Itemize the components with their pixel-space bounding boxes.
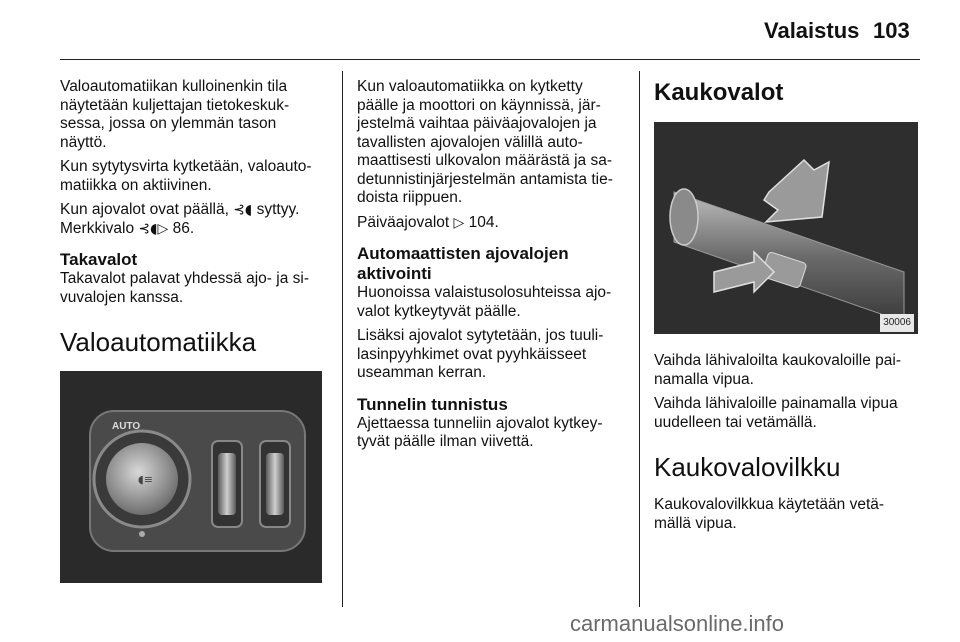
- paragraph-tunnel: Ajettaessa tunneliin ajovalot kytkey-tyvät päälle ilman viivettä.: [357, 414, 603, 450]
- lever-illustration: [654, 122, 918, 334]
- text-segment: Kun ajovalot ovat päällä,: [60, 201, 234, 218]
- column-1: [60, 78, 326, 583]
- running-header-title: Valaistus: [764, 18, 860, 43]
- paragraph-switch-to-high: Vaihda lähivaloilta kaukovaloille pai-namalla vipua.: [654, 352, 902, 388]
- page-number: 103: [873, 18, 910, 43]
- column-divider-1: [342, 71, 343, 607]
- paragraph-wipers: Lisäksi ajovalot sytytetään, jos tuuli-lasinpyyhkimet ovat pyyhkäisseet useamman kerran.: [357, 327, 604, 381]
- paragraph-flash: Kaukovalovilkkua käytetään vetä-mällä vipua.: [654, 496, 885, 532]
- heading-tunnel-detection: Tunnelin tunnistus: [357, 394, 508, 414]
- light-switch-figure: [60, 371, 322, 583]
- reference-page: 104.: [464, 213, 499, 231]
- figure-number: 30006: [880, 314, 914, 333]
- text-segment: Päiväajovalot: [357, 213, 454, 231]
- light-switch-illustration: [60, 371, 322, 583]
- reference-arrow-icon: ▷: [157, 220, 169, 237]
- low-beam-symbol-icon: ⊰◖: [138, 220, 158, 237]
- paragraph-daytime-lights: [357, 214, 625, 233]
- auto-label: AUTO: [112, 421, 141, 432]
- low-beam-symbol-icon: ⊰◖: [233, 202, 253, 218]
- reference-page: 86.: [168, 219, 195, 237]
- high-beam-lever-figure: [654, 122, 918, 334]
- paragraph-headlights-on: [60, 201, 326, 238]
- column-divider-2: [639, 71, 640, 607]
- paragraph-takavalot: Takavalot palavat yhdessä ajo- ja si-vuvalojen kanssa.: [60, 270, 309, 306]
- watermark-text: carmanualsonline.info: [570, 611, 785, 636]
- heading-kaukovalot: Kaukovalot: [654, 79, 784, 106]
- paragraph-poor-light: Huonoissa valaistusolosuhteissa ajo-valot kytkeytyvät päälle.: [357, 284, 612, 320]
- paragraph-ignition: Kun sytytysvirta kytketään, valoauto-matiikka on aktiivinen.: [60, 158, 312, 194]
- column-2: [357, 78, 625, 458]
- paragraph-automatic-switching: Kun valoautomatiikka on kytketty päälle ja moottori on käynnissä, jär-jestelmä vaihtaa päiväajovalojen ja tavallisten ajovalojen välillä auto-maattisesti ulkovalon määrästä ja sa-detunnistinjärjestelmän antamista tie-doista riippuen.: [357, 78, 613, 206]
- heading-automatic-activation: Automaattisten ajovalojen aktivointi: [357, 244, 569, 283]
- column-3: [654, 78, 920, 539]
- paragraph-status-display: Valoautomatiikan kulloinenkin tila näytetään kuljettajan tietokeskuk-sessa, jossa on ylemmän tason näyttö.: [60, 78, 290, 151]
- reference-arrow-icon: ▷: [453, 214, 465, 231]
- text-segment: syttyy. Merkkivalo: [60, 201, 300, 237]
- paragraph-switch-to-low: Vaihda lähivaloille painamalla vipua uudelleen tai vetämällä.: [654, 395, 898, 431]
- heading-kaukovalovilkku: Kaukovalovilkku: [654, 452, 841, 482]
- header-rule: [60, 59, 920, 60]
- heading-takavalot: Takavalot: [60, 250, 138, 269]
- heading-valoautomatiikka: Valoautomatiikka: [60, 327, 257, 357]
- svg-text:◖≡: ◖≡: [138, 473, 154, 486]
